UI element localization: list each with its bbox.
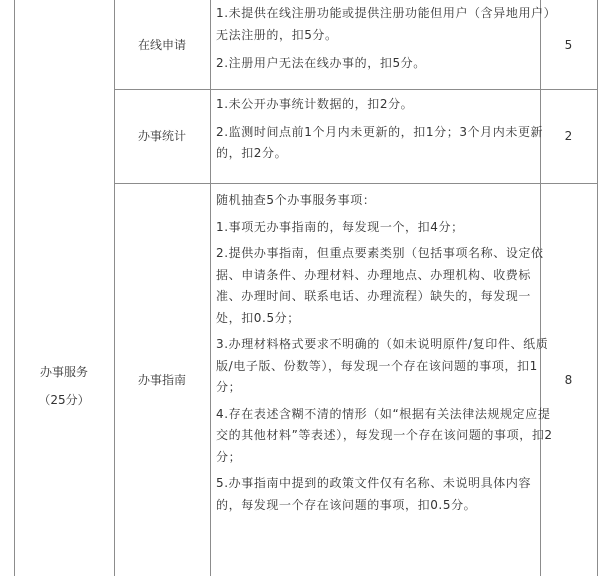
column-divider-2 xyxy=(210,0,211,576)
criteria-item: 3.办理材料格式要求不明确的（如未说明原件/复印件、纸质版/电子版、份数等），每发现一个存在该问题的事项，扣1分； xyxy=(216,337,549,394)
table-border-right xyxy=(597,0,598,576)
subcategory-label: 办事统计 xyxy=(137,129,186,143)
score-value: 8 xyxy=(564,372,573,387)
category-cell xyxy=(14,336,114,436)
criteria-cell xyxy=(216,3,554,75)
subcategory-label: 办事指南 xyxy=(137,372,186,387)
criteria-cell xyxy=(216,94,554,165)
criteria-item: 1.事项无办事指南的，每发现一个，扣4分； xyxy=(216,219,464,234)
criteria-item: 2.提供办事指南，但重点要素类别（包括事项名称、设定依据、申请条件、办理材料、办理地点、办理机构、收费标准、办理时间、联系电话、办理流程）缺失的，每发现一处，扣0.5分； xyxy=(216,246,544,325)
criteria-item: 2.监测时间点前1个月内未更新的，扣1分；3个月内未更新的，扣2分。 xyxy=(216,124,544,160)
score-value: 5 xyxy=(564,37,573,52)
criteria-item: 1.未公开办事统计数据的，扣2分。 xyxy=(216,97,414,111)
subcategory-cell xyxy=(114,183,210,576)
criteria-item: 1.未提供在线注册功能或提供注册功能但用户（含异地用户）无法注册的，扣5分。 xyxy=(216,6,551,42)
criteria-cell xyxy=(216,190,554,516)
category-name: 办事服务 xyxy=(39,365,88,379)
subcategory-cell xyxy=(114,89,210,183)
score-cell xyxy=(540,183,597,576)
table-border-left xyxy=(14,0,15,576)
criteria-intro: 随机抽查5个办事服务事项： xyxy=(216,193,376,207)
subcategory-cell xyxy=(114,0,210,89)
score-cell xyxy=(540,0,597,89)
criteria-item: 5.办事指南中提到的政策文件仅有名称、未说明具体内容的，每发现一个存在该问题的事项，扣0.5分。 xyxy=(216,476,532,512)
criteria-item: 4.存在表述含糊不清的情形（如“根据有关法律法规规定应提交的其他材料”等表述），每发现一个存在该问题的事项，扣2分； xyxy=(216,406,553,464)
score-value: 2 xyxy=(564,129,573,143)
score-cell xyxy=(540,89,597,183)
category-points: （25分） xyxy=(38,393,90,407)
subcategory-label: 在线申请 xyxy=(137,37,186,52)
criteria-item: 2.注册用户无法在线办事的，扣5分。 xyxy=(216,56,426,70)
